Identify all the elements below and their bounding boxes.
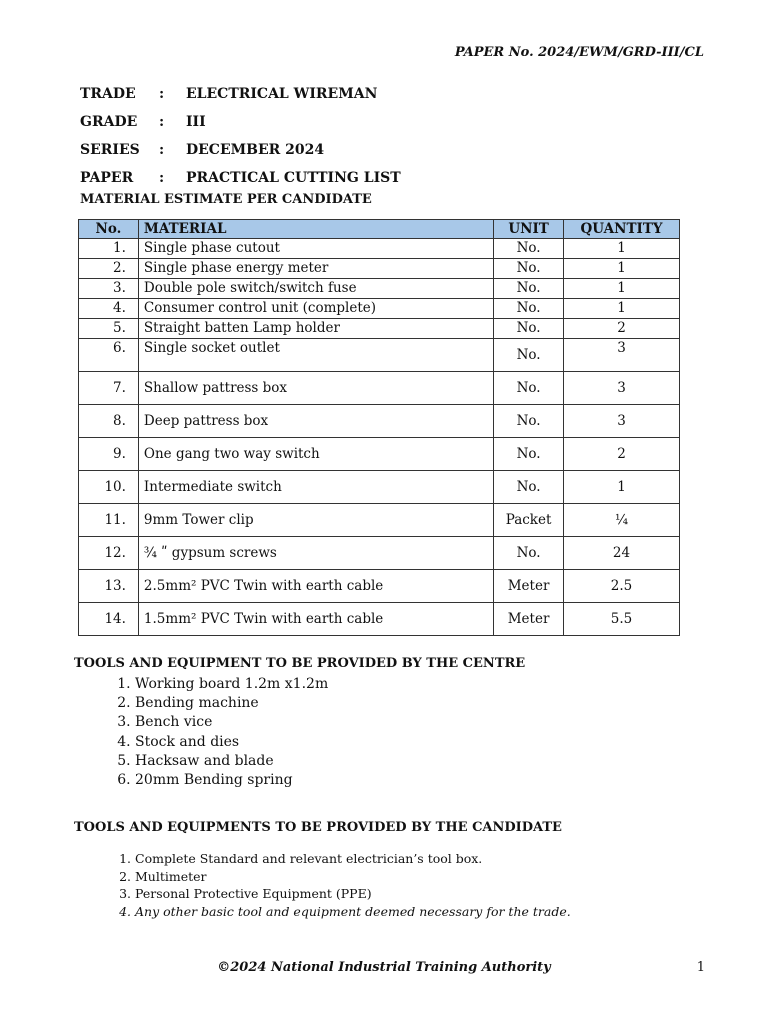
list-item: 3. Bench vice: [135, 713, 328, 732]
cell-material: 1.5mm² PVC Twin with earth cable: [138, 603, 493, 636]
table-row: [79, 372, 680, 405]
cell-material: Straight batten Lamp holder: [138, 319, 493, 339]
table-row: [79, 603, 680, 636]
candidate-tools-heading: TOOLS AND EQUIPMENTS TO BE PROVIDED BY THE CANDIDATE: [74, 820, 562, 835]
cell-unit: Packet: [494, 504, 564, 537]
cell-quantity: 2.5: [564, 570, 680, 603]
cell-no: 8.: [79, 405, 139, 438]
cell-no: 5.: [79, 319, 139, 339]
cell-unit: No.: [494, 372, 564, 405]
paper-number: PAPER No. 2024/EWM/GRD-III/CL: [454, 45, 704, 60]
cell-no: 1.: [79, 239, 139, 259]
cell-material: ¾ ʺ gypsum screws: [138, 537, 493, 570]
cell-unit: No.: [494, 537, 564, 570]
material-estimate-table: [78, 219, 680, 636]
column-header-no: No.: [79, 220, 139, 239]
table-row: [79, 504, 680, 537]
cell-quantity: 3: [564, 405, 680, 438]
meta-row-trade: [80, 80, 401, 108]
cell-material: Intermediate switch: [138, 471, 493, 504]
cell-unit: No.: [494, 239, 564, 259]
cell-no: 14.: [79, 603, 139, 636]
cell-unit: No.: [494, 319, 564, 339]
cell-no: 10.: [79, 471, 139, 504]
meta-row-grade: [80, 108, 401, 136]
table-row: [79, 405, 680, 438]
cell-material: Single phase energy meter: [138, 259, 493, 279]
cell-material: Single phase cutout: [138, 239, 493, 259]
meta-value: DECEMBER 2024: [186, 142, 325, 158]
cell-material: 9mm Tower clip: [138, 504, 493, 537]
list-item: 3. Personal Protective Equipment (PPE): [135, 885, 571, 903]
cell-material: Consumer control unit (complete): [138, 299, 493, 319]
list-item: 4. Any other basic tool and equipment deemed necessary for the trade.: [135, 903, 571, 921]
cell-material: Shallow pattress box: [138, 372, 493, 405]
centre-tools-heading: TOOLS AND EQUIPMENT TO BE PROVIDED BY THE CENTRE: [74, 656, 526, 671]
cell-quantity: 2: [564, 438, 680, 471]
table-row: [79, 471, 680, 504]
cell-quantity: ¼: [564, 504, 680, 537]
cell-quantity: 1: [564, 279, 680, 299]
table-row: [79, 339, 680, 372]
meta-value: ELECTRICAL WIREMAN: [186, 86, 378, 102]
column-header-material: MATERIAL: [138, 220, 493, 239]
cell-unit: No.: [494, 339, 564, 372]
meta-key: SERIES: [80, 142, 140, 158]
cell-no: 12.: [79, 537, 139, 570]
centre-tools-list: [98, 675, 328, 790]
list-item: 2. Bending machine: [135, 694, 328, 713]
cell-quantity: 5.5: [564, 603, 680, 636]
meta-key: TRADE: [80, 86, 136, 102]
cell-no: 11.: [79, 504, 139, 537]
cell-quantity: 24: [564, 537, 680, 570]
cell-no: 2.: [79, 259, 139, 279]
meta-key: GRADE: [80, 114, 138, 130]
cell-material: One gang two way switch: [138, 438, 493, 471]
cell-unit: No.: [494, 438, 564, 471]
list-item: 1. Working board 1.2m x1.2m: [135, 675, 328, 694]
meta-row-series: [80, 136, 401, 164]
cell-material: Double pole switch/switch fuse: [138, 279, 493, 299]
column-header-unit: UNIT: [494, 220, 564, 239]
table-row: [79, 438, 680, 471]
cell-material: Single socket outlet: [138, 339, 493, 372]
meta-colon: :: [159, 142, 165, 158]
table-row: [79, 537, 680, 570]
cell-unit: Meter: [494, 570, 564, 603]
candidate-tools-list: [98, 850, 571, 921]
table-row: [79, 239, 680, 259]
cell-quantity: 1: [564, 239, 680, 259]
cell-quantity: 2: [564, 319, 680, 339]
cell-no: 7.: [79, 372, 139, 405]
estimate-title: MATERIAL ESTIMATE PER CANDIDATE: [80, 192, 372, 207]
column-header-quantity: QUANTITY: [564, 220, 680, 239]
table-row: [79, 570, 680, 603]
meta-colon: :: [159, 86, 165, 102]
meta-value: III: [186, 114, 206, 130]
cell-unit: No.: [494, 405, 564, 438]
list-item: 2. Multimeter: [135, 868, 571, 886]
cell-material: 2.5mm² PVC Twin with earth cable: [138, 570, 493, 603]
cell-unit: No.: [494, 259, 564, 279]
cell-quantity: 1: [564, 471, 680, 504]
meta-key: PAPER: [80, 170, 134, 186]
cell-unit: No.: [494, 279, 564, 299]
cell-no: 6.: [79, 339, 139, 372]
cell-material: Deep pattress box: [138, 405, 493, 438]
cell-no: 3.: [79, 279, 139, 299]
cell-quantity: 1: [564, 299, 680, 319]
meta-value: PRACTICAL CUTTING LIST: [186, 170, 401, 186]
list-item: 5. Hacksaw and blade: [135, 752, 328, 771]
list-item: 4. Stock and dies: [135, 733, 328, 752]
cell-quantity: 3: [564, 372, 680, 405]
footer-copyright: ©2024 National Industrial Training Authority: [217, 960, 551, 975]
meta-row-paper: [80, 164, 401, 192]
meta-colon: :: [159, 170, 165, 186]
paper-meta: [80, 80, 401, 192]
table-row: [79, 259, 680, 279]
table-row: [79, 299, 680, 319]
table-row: [79, 319, 680, 339]
cell-no: 4.: [79, 299, 139, 319]
cell-quantity: 3: [564, 339, 680, 372]
table-header-row: [79, 220, 680, 239]
cell-unit: No.: [494, 299, 564, 319]
meta-colon: :: [159, 114, 165, 130]
list-item: 6. 20mm Bending spring: [135, 771, 328, 790]
list-item: 1. Complete Standard and relevant electrician’s tool box.: [135, 850, 571, 868]
cell-unit: No.: [494, 471, 564, 504]
cell-quantity: 1: [564, 259, 680, 279]
page-number: 1: [696, 960, 705, 975]
cell-no: 13.: [79, 570, 139, 603]
cell-unit: Meter: [494, 603, 564, 636]
cell-no: 9.: [79, 438, 139, 471]
table-row: [79, 279, 680, 299]
